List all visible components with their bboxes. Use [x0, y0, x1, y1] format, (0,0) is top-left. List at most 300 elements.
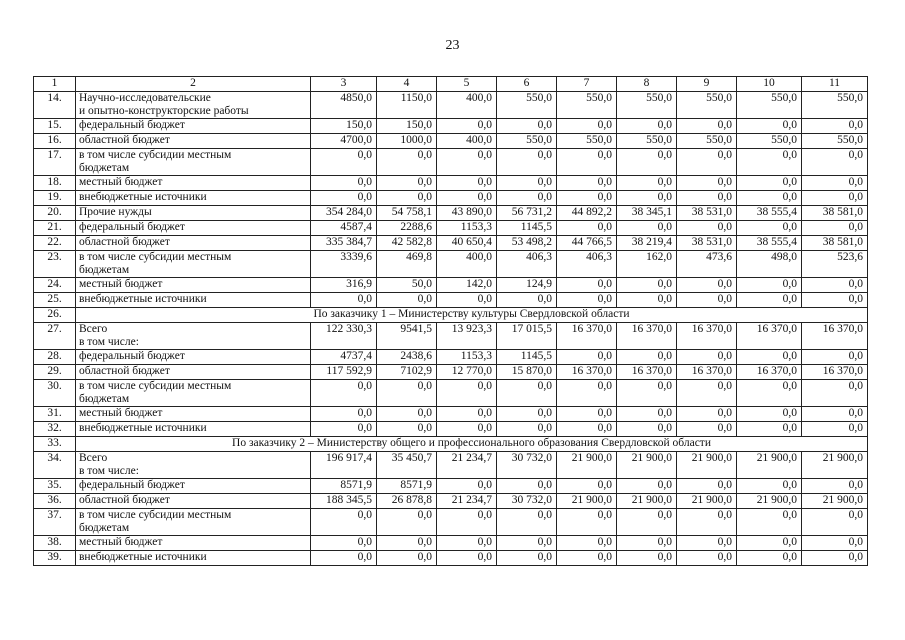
value-cell: 0,0	[557, 509, 617, 536]
value-cell: 196 917,4	[311, 452, 377, 479]
value-cell: 0,0	[437, 422, 497, 437]
value-cell: 0,0	[557, 422, 617, 437]
value-cell: 406,3	[497, 251, 557, 278]
value-cell: 0,0	[377, 422, 437, 437]
value-cell: 16 370,0	[557, 323, 617, 350]
value-cell: 50,0	[377, 278, 437, 293]
row-label: областной бюджет	[76, 236, 311, 251]
row-number: 18.	[34, 176, 76, 191]
value-cell: 0,0	[557, 191, 617, 206]
value-cell: 0,0	[437, 536, 497, 551]
value-cell: 0,0	[677, 479, 737, 494]
value-cell: 38 531,0	[677, 206, 737, 221]
value-cell: 38 581,0	[802, 236, 868, 251]
value-cell: 0,0	[557, 149, 617, 176]
value-cell: 0,0	[497, 176, 557, 191]
value-cell: 0,0	[677, 221, 737, 236]
value-cell: 124,9	[497, 278, 557, 293]
value-cell: 16 370,0	[802, 323, 868, 350]
value-cell: 1153,3	[437, 350, 497, 365]
value-cell: 30 732,0	[497, 494, 557, 509]
table-row	[34, 278, 868, 293]
value-cell: 0,0	[802, 380, 868, 407]
value-cell: 0,0	[377, 509, 437, 536]
value-cell: 150,0	[311, 119, 377, 134]
value-cell: 550,0	[497, 92, 557, 119]
value-cell: 4700,0	[311, 134, 377, 149]
value-cell: 4737,4	[311, 350, 377, 365]
value-cell: 0,0	[802, 119, 868, 134]
table-row	[34, 149, 868, 176]
value-cell: 38 345,1	[617, 206, 677, 221]
value-cell: 8571,9	[377, 479, 437, 494]
value-cell: 56 731,2	[497, 206, 557, 221]
value-cell: 550,0	[677, 92, 737, 119]
value-cell: 122 330,3	[311, 323, 377, 350]
row-number: 14.	[34, 92, 76, 119]
row-number: 39.	[34, 551, 76, 566]
row-label: внебюджетные источники	[76, 422, 311, 437]
value-cell: 406,3	[557, 251, 617, 278]
row-number: 16.	[34, 134, 76, 149]
value-cell: 4850,0	[311, 92, 377, 119]
value-cell: 150,0	[377, 119, 437, 134]
value-cell: 0,0	[497, 551, 557, 566]
value-cell: 0,0	[557, 221, 617, 236]
column-header: 9	[677, 77, 737, 92]
value-cell: 44 892,2	[557, 206, 617, 221]
value-cell: 0,0	[617, 509, 677, 536]
value-cell: 0,0	[617, 293, 677, 308]
row-number: 26.	[34, 308, 76, 323]
value-cell: 0,0	[617, 191, 677, 206]
value-cell: 0,0	[677, 293, 737, 308]
value-cell: 0,0	[737, 536, 802, 551]
value-cell: 38 219,4	[617, 236, 677, 251]
value-cell: 21 900,0	[557, 452, 617, 479]
value-cell: 0,0	[737, 293, 802, 308]
value-cell: 550,0	[802, 92, 868, 119]
value-cell: 0,0	[802, 407, 868, 422]
row-number: 27.	[34, 323, 76, 350]
table-row	[34, 407, 868, 422]
table-row	[34, 221, 868, 236]
row-label: федеральный бюджет	[76, 350, 311, 365]
value-cell: 8571,9	[311, 479, 377, 494]
value-cell: 0,0	[557, 551, 617, 566]
value-cell: 354 284,0	[311, 206, 377, 221]
value-cell: 38 531,0	[677, 236, 737, 251]
value-cell: 0,0	[737, 407, 802, 422]
value-cell: 0,0	[737, 149, 802, 176]
value-cell: 0,0	[677, 176, 737, 191]
value-cell: 0,0	[737, 191, 802, 206]
row-label: местный бюджет	[76, 176, 311, 191]
value-cell: 0,0	[497, 479, 557, 494]
table-body	[34, 77, 868, 566]
section-row	[34, 437, 868, 452]
value-cell: 40 650,4	[437, 236, 497, 251]
value-cell: 21 900,0	[737, 494, 802, 509]
value-cell: 2288,6	[377, 221, 437, 236]
value-cell: 0,0	[437, 551, 497, 566]
value-cell: 0,0	[311, 422, 377, 437]
value-cell: 53 498,2	[497, 236, 557, 251]
value-cell: 0,0	[617, 536, 677, 551]
value-cell: 38 581,0	[802, 206, 868, 221]
page-number: 23	[445, 38, 460, 53]
table-row	[34, 176, 868, 191]
value-cell: 1150,0	[377, 92, 437, 119]
value-cell: 0,0	[497, 407, 557, 422]
value-cell: 0,0	[802, 422, 868, 437]
table-row	[34, 236, 868, 251]
value-cell: 162,0	[617, 251, 677, 278]
value-cell: 0,0	[377, 380, 437, 407]
value-cell: 0,0	[377, 149, 437, 176]
row-number: 36.	[34, 494, 76, 509]
value-cell: 550,0	[617, 92, 677, 119]
table-row	[34, 365, 868, 380]
value-cell: 400,0	[437, 134, 497, 149]
table-row	[34, 119, 868, 134]
value-cell: 13 923,3	[437, 323, 497, 350]
value-cell: 0,0	[311, 551, 377, 566]
table-row	[34, 452, 868, 479]
value-cell: 0,0	[497, 191, 557, 206]
value-cell: 0,0	[311, 176, 377, 191]
value-cell: 1153,3	[437, 221, 497, 236]
value-cell: 469,8	[377, 251, 437, 278]
value-cell: 16 370,0	[617, 323, 677, 350]
value-cell: 15 870,0	[497, 365, 557, 380]
value-cell: 0,0	[497, 149, 557, 176]
row-label: местный бюджет	[76, 407, 311, 422]
value-cell: 0,0	[311, 407, 377, 422]
value-cell: 0,0	[802, 509, 868, 536]
value-cell: 0,0	[377, 536, 437, 551]
column-header: 3	[311, 77, 377, 92]
column-header: 4	[377, 77, 437, 92]
row-number: 29.	[34, 365, 76, 380]
row-label: федеральный бюджет	[76, 221, 311, 236]
value-cell: 0,0	[617, 176, 677, 191]
row-number: 32.	[34, 422, 76, 437]
column-header: 1	[34, 77, 76, 92]
row-number: 35.	[34, 479, 76, 494]
table-row	[34, 293, 868, 308]
value-cell: 0,0	[802, 149, 868, 176]
value-cell: 400,0	[437, 92, 497, 119]
row-label: в том числе субсидии местным бюджетам	[76, 149, 311, 176]
value-cell: 0,0	[617, 422, 677, 437]
row-number: 38.	[34, 536, 76, 551]
table-row	[34, 509, 868, 536]
value-cell: 0,0	[737, 278, 802, 293]
value-cell: 0,0	[377, 191, 437, 206]
row-number: 17.	[34, 149, 76, 176]
value-cell: 316,9	[311, 278, 377, 293]
value-cell: 550,0	[497, 134, 557, 149]
value-cell: 0,0	[737, 350, 802, 365]
value-cell: 188 345,5	[311, 494, 377, 509]
value-cell: 0,0	[311, 293, 377, 308]
value-cell: 0,0	[737, 119, 802, 134]
value-cell: 400,0	[437, 251, 497, 278]
value-cell: 21 900,0	[802, 452, 868, 479]
value-cell: 0,0	[377, 551, 437, 566]
row-label: федеральный бюджет	[76, 119, 311, 134]
value-cell: 498,0	[737, 251, 802, 278]
value-cell: 550,0	[557, 92, 617, 119]
value-cell: 0,0	[617, 221, 677, 236]
value-cell: 0,0	[737, 221, 802, 236]
column-header: 2	[76, 77, 311, 92]
value-cell: 0,0	[437, 176, 497, 191]
value-cell: 54 758,1	[377, 206, 437, 221]
value-cell: 38 555,4	[737, 206, 802, 221]
value-cell: 0,0	[802, 191, 868, 206]
value-cell: 0,0	[802, 176, 868, 191]
value-cell: 0,0	[557, 536, 617, 551]
value-cell: 550,0	[617, 134, 677, 149]
table-row	[34, 323, 868, 350]
table-row	[34, 350, 868, 365]
row-label: областной бюджет	[76, 134, 311, 149]
row-number: 30.	[34, 380, 76, 407]
value-cell: 16 370,0	[802, 365, 868, 380]
value-cell: 550,0	[737, 134, 802, 149]
value-cell: 0,0	[677, 509, 737, 536]
value-cell: 12 770,0	[437, 365, 497, 380]
value-cell: 2438,6	[377, 350, 437, 365]
table-row	[34, 494, 868, 509]
value-cell: 473,6	[677, 251, 737, 278]
value-cell: 42 582,8	[377, 236, 437, 251]
table-row	[34, 251, 868, 278]
row-label: внебюджетные источники	[76, 191, 311, 206]
value-cell: 0,0	[617, 149, 677, 176]
row-number: 33.	[34, 437, 76, 452]
value-cell: 0,0	[677, 407, 737, 422]
value-cell: 3339,6	[311, 251, 377, 278]
value-cell: 21 900,0	[557, 494, 617, 509]
value-cell: 21 900,0	[677, 452, 737, 479]
value-cell: 35 450,7	[377, 452, 437, 479]
table-row	[34, 422, 868, 437]
value-cell: 0,0	[802, 278, 868, 293]
value-cell: 0,0	[737, 509, 802, 536]
value-cell: 0,0	[377, 176, 437, 191]
column-header: 7	[557, 77, 617, 92]
value-cell: 0,0	[802, 350, 868, 365]
value-cell: 0,0	[497, 293, 557, 308]
value-cell: 21 900,0	[617, 452, 677, 479]
value-cell: 16 370,0	[677, 365, 737, 380]
value-cell: 0,0	[497, 119, 557, 134]
value-cell: 335 384,7	[311, 236, 377, 251]
value-cell: 4587,4	[311, 221, 377, 236]
value-cell: 0,0	[437, 149, 497, 176]
value-cell: 16 370,0	[617, 365, 677, 380]
value-cell: 26 878,8	[377, 494, 437, 509]
column-header: 6	[497, 77, 557, 92]
table-row	[34, 134, 868, 149]
row-label: в том числе субсидии местным бюджетам	[76, 251, 311, 278]
value-cell: 117 592,9	[311, 365, 377, 380]
row-number: 24.	[34, 278, 76, 293]
row-label: в том числе субсидии местным бюджетам	[76, 380, 311, 407]
value-cell: 0,0	[802, 536, 868, 551]
row-number: 19.	[34, 191, 76, 206]
value-cell: 0,0	[677, 350, 737, 365]
row-label: Всего в том числе:	[76, 323, 311, 350]
value-cell: 21 900,0	[737, 452, 802, 479]
table-row	[34, 479, 868, 494]
value-cell: 0,0	[377, 407, 437, 422]
value-cell: 1145,5	[497, 221, 557, 236]
budget-table	[33, 76, 868, 566]
value-cell: 0,0	[437, 479, 497, 494]
value-cell: 21 900,0	[677, 494, 737, 509]
value-cell: 43 890,0	[437, 206, 497, 221]
value-cell: 44 766,5	[557, 236, 617, 251]
table-row	[34, 191, 868, 206]
value-cell: 0,0	[737, 551, 802, 566]
header-row	[34, 77, 868, 92]
value-cell: 0,0	[311, 380, 377, 407]
value-cell: 0,0	[557, 278, 617, 293]
value-cell: 0,0	[557, 293, 617, 308]
value-cell: 1000,0	[377, 134, 437, 149]
row-number: 25.	[34, 293, 76, 308]
value-cell: 550,0	[737, 92, 802, 119]
table-row	[34, 380, 868, 407]
value-cell: 0,0	[737, 422, 802, 437]
value-cell: 16 370,0	[737, 323, 802, 350]
value-cell: 21 234,7	[437, 494, 497, 509]
table-row	[34, 206, 868, 221]
row-label: федеральный бюджет	[76, 479, 311, 494]
value-cell: 0,0	[677, 149, 737, 176]
value-cell: 16 370,0	[557, 365, 617, 380]
column-header: 10	[737, 77, 802, 92]
value-cell: 0,0	[497, 422, 557, 437]
value-cell: 0,0	[617, 407, 677, 422]
column-header: 5	[437, 77, 497, 92]
row-label: местный бюджет	[76, 278, 311, 293]
value-cell: 0,0	[437, 509, 497, 536]
row-label: Прочие нужды	[76, 206, 311, 221]
value-cell: 0,0	[437, 380, 497, 407]
value-cell: 16 370,0	[737, 365, 802, 380]
value-cell: 0,0	[437, 191, 497, 206]
value-cell: 16 370,0	[677, 323, 737, 350]
value-cell: 0,0	[311, 191, 377, 206]
value-cell: 0,0	[617, 278, 677, 293]
value-cell: 0,0	[677, 119, 737, 134]
value-cell: 0,0	[557, 479, 617, 494]
value-cell: 550,0	[557, 134, 617, 149]
row-number: 28.	[34, 350, 76, 365]
value-cell: 0,0	[617, 479, 677, 494]
row-label: местный бюджет	[76, 536, 311, 551]
value-cell: 17 015,5	[497, 323, 557, 350]
value-cell: 550,0	[677, 134, 737, 149]
value-cell: 0,0	[557, 380, 617, 407]
value-cell: 142,0	[437, 278, 497, 293]
value-cell: 0,0	[557, 119, 617, 134]
row-label: областной бюджет	[76, 494, 311, 509]
row-label: внебюджетные источники	[76, 293, 311, 308]
value-cell: 0,0	[617, 380, 677, 407]
value-cell: 0,0	[802, 551, 868, 566]
value-cell: 0,0	[677, 278, 737, 293]
row-number: 22.	[34, 236, 76, 251]
value-cell: 0,0	[737, 176, 802, 191]
row-number: 15.	[34, 119, 76, 134]
value-cell: 0,0	[377, 293, 437, 308]
row-label: Всего в том числе:	[76, 452, 311, 479]
row-number: 37.	[34, 509, 76, 536]
value-cell: 0,0	[677, 380, 737, 407]
row-label: Научно-исследовательские и опытно-конструкторские работы	[76, 92, 311, 119]
value-cell: 0,0	[677, 536, 737, 551]
value-cell: 0,0	[677, 551, 737, 566]
value-cell: 523,6	[802, 251, 868, 278]
value-cell: 0,0	[737, 479, 802, 494]
value-cell: 0,0	[311, 509, 377, 536]
table-row	[34, 536, 868, 551]
value-cell: 0,0	[557, 350, 617, 365]
value-cell: 1145,5	[497, 350, 557, 365]
value-cell: 0,0	[802, 479, 868, 494]
row-number: 21.	[34, 221, 76, 236]
column-header: 8	[617, 77, 677, 92]
value-cell: 0,0	[802, 293, 868, 308]
value-cell: 21 900,0	[617, 494, 677, 509]
value-cell: 30 732,0	[497, 452, 557, 479]
value-cell: 0,0	[557, 407, 617, 422]
value-cell: 0,0	[311, 536, 377, 551]
value-cell: 0,0	[677, 422, 737, 437]
value-cell: 38 555,4	[737, 236, 802, 251]
row-label: в том числе субсидии местным бюджетам	[76, 509, 311, 536]
value-cell: 550,0	[802, 134, 868, 149]
row-number: 34.	[34, 452, 76, 479]
row-label: внебюджетные источники	[76, 551, 311, 566]
value-cell: 0,0	[497, 380, 557, 407]
row-number: 31.	[34, 407, 76, 422]
value-cell: 0,0	[617, 119, 677, 134]
value-cell: 0,0	[557, 176, 617, 191]
value-cell: 9541,5	[377, 323, 437, 350]
section-title: По заказчику 2 – Министерству общего и профессионального образования Свердловской области	[76, 437, 868, 452]
value-cell: 0,0	[802, 221, 868, 236]
value-cell: 0,0	[437, 293, 497, 308]
table-row	[34, 92, 868, 119]
row-label: областной бюджет	[76, 365, 311, 380]
value-cell: 0,0	[437, 407, 497, 422]
value-cell: 21 900,0	[802, 494, 868, 509]
section-title: По заказчику 1 – Министерству культуры Свердловской области	[76, 308, 868, 323]
value-cell: 0,0	[437, 119, 497, 134]
value-cell: 0,0	[311, 149, 377, 176]
section-row	[34, 308, 868, 323]
row-number: 20.	[34, 206, 76, 221]
value-cell: 0,0	[737, 380, 802, 407]
row-number: 23.	[34, 251, 76, 278]
